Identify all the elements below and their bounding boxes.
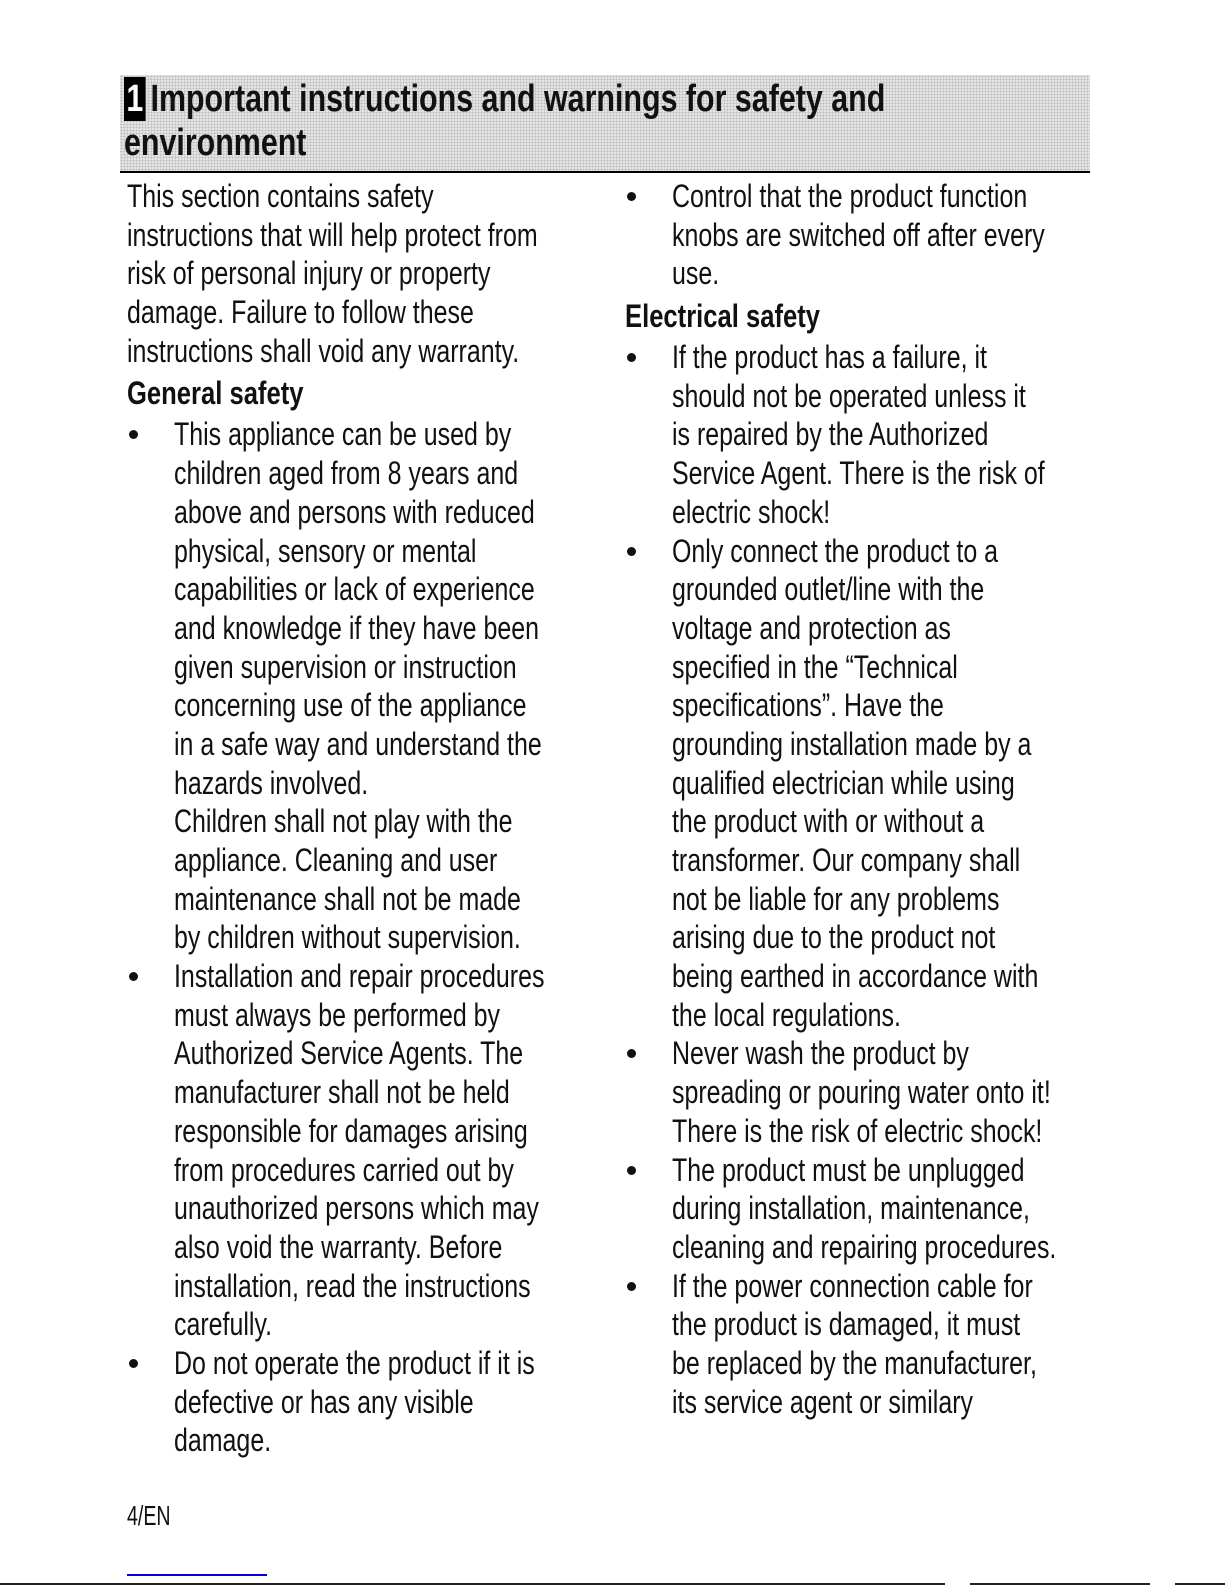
text-line (174, 764, 597, 803)
page-number: 4/EN (127, 1500, 171, 1531)
line-text: Only connect the product to a (672, 532, 999, 569)
line-text: from procedures carried out by (174, 1151, 514, 1188)
text-line (672, 609, 1095, 648)
text-line (672, 996, 1095, 1035)
text-line (672, 1151, 1095, 1190)
text-line (174, 1034, 597, 1073)
text-line (127, 293, 597, 332)
line-text: Authorized Service Agents. The (174, 1035, 524, 1072)
text-line (174, 415, 597, 454)
text-line (672, 1073, 1095, 1112)
line-text: Installation and repair procedures (174, 958, 545, 995)
text-line (672, 415, 1095, 454)
line-text: its service agent or similary (672, 1383, 973, 1420)
text-line (672, 338, 1095, 377)
text-line (672, 918, 1095, 957)
line-text: in a safe way and understand the (174, 725, 542, 762)
text-line (174, 1228, 597, 1267)
text-line (672, 686, 1095, 725)
text-line (174, 918, 597, 957)
section-heading (127, 372, 597, 415)
text-line (672, 216, 1095, 255)
line-text: concerning use of the appliance (174, 687, 527, 724)
text-line (174, 609, 597, 648)
line-text: Service Agent. There is the risk of (672, 455, 1045, 492)
title-line-1: Important instructions and warnings for safety and (150, 78, 886, 120)
line-text: cleaning and repairing procedures. (672, 1228, 1057, 1265)
text-line (672, 802, 1095, 841)
line-text: transformer. Our company shall (672, 842, 1021, 878)
text-line (174, 1344, 597, 1383)
line-text: unauthorized persons which may (174, 1190, 539, 1227)
text-line (174, 1073, 597, 1112)
text-line (174, 802, 597, 841)
bullet-item (625, 1267, 1095, 1422)
text-line (174, 532, 597, 571)
text-line (174, 725, 597, 764)
line-text: damage. (174, 1422, 272, 1459)
text-line (174, 1112, 597, 1151)
line-text: If the product has a failure, it (672, 339, 987, 376)
line-text: hazards involved. (174, 764, 369, 801)
bullet-item (625, 1151, 1095, 1267)
text-line (174, 1151, 597, 1190)
right-column (625, 177, 1095, 1421)
section-heading (625, 295, 1095, 338)
line-text: during installation, maintenance, (672, 1190, 1030, 1227)
text-line (672, 1267, 1095, 1306)
line-text: be replaced by the manufacturer, (672, 1344, 1037, 1381)
line-text: knobs are switched off after every (672, 216, 1045, 253)
line-text: is repaired by the Authorized (672, 416, 989, 453)
line-text: and knowledge if they have been (174, 609, 539, 646)
line-text: manufacturer shall not be held (174, 1074, 510, 1111)
text-line (174, 1267, 597, 1306)
text-line (672, 493, 1095, 532)
line-text: qualified electrician while using (672, 764, 1015, 801)
text-line (672, 454, 1095, 493)
bullet-icon (129, 1359, 138, 1368)
heading-text: General safety (127, 375, 304, 412)
text-line (174, 686, 597, 725)
text-line (174, 1305, 597, 1344)
line-text: This appliance can be used by (174, 416, 512, 453)
text-line (174, 493, 597, 532)
line-text: If the power connection cable for (672, 1267, 1033, 1304)
text-line (672, 957, 1095, 996)
text-line (127, 177, 597, 216)
line-text: arising due to the product not (672, 919, 996, 956)
text-line (672, 177, 1095, 216)
bullet-icon (627, 192, 636, 201)
line-text: the local regulations. (672, 996, 901, 1033)
text-line (672, 1034, 1095, 1073)
line-text: grounding installation made by a (672, 725, 1032, 762)
bullet-icon (129, 430, 138, 439)
line-text: Never wash the product by (672, 1035, 969, 1072)
text-line (672, 1189, 1095, 1228)
line-text: also void the warranty. Before (174, 1228, 503, 1265)
bullet-icon (627, 1166, 636, 1175)
text-line (672, 1383, 1095, 1422)
text-line (174, 1189, 597, 1228)
line-text: specified in the “Technical (672, 648, 958, 685)
text-line (127, 216, 597, 255)
text-line (672, 1344, 1095, 1383)
line-text: defective or has any visible (174, 1383, 474, 1420)
line-text: should not be operated unless it (672, 377, 1026, 414)
text-line (174, 1383, 597, 1422)
text-line (127, 332, 597, 371)
heading-text: Electrical safety (625, 298, 820, 335)
text-line (127, 254, 597, 293)
bullet-item (625, 1034, 1095, 1150)
text-line (174, 454, 597, 493)
bullet-item (127, 415, 597, 957)
text-line (672, 1112, 1095, 1151)
text-line (672, 254, 1095, 293)
line-text: not be liable for any problems (672, 880, 1000, 917)
left-column (127, 177, 597, 1460)
bullet-icon (129, 972, 138, 981)
section-number: 1 (124, 77, 146, 121)
line-text: children aged from 8 years and (174, 455, 519, 492)
line-text: Control that the product function (672, 178, 1028, 214)
text-line (174, 996, 597, 1035)
text-line (672, 1228, 1095, 1267)
line-text: grounded outlet/line with the (672, 571, 985, 608)
text-line (672, 841, 1095, 880)
line-text: instructions shall void any warranty. (127, 332, 520, 369)
section-header (120, 75, 1090, 173)
line-text: spreading or pouring water onto it! (672, 1074, 1051, 1111)
line-text: Children shall not play with the (174, 803, 513, 840)
text-line (672, 532, 1095, 571)
line-text: specifications”. Have the (672, 687, 944, 724)
text-line (174, 841, 597, 880)
bullet-icon (627, 353, 636, 362)
bullet-item (625, 177, 1095, 293)
title-line-2: environment (124, 122, 307, 164)
text-line (174, 957, 597, 996)
text-line (672, 648, 1095, 687)
link-underline (127, 1574, 267, 1576)
line-text: responsible for damages arising (174, 1112, 528, 1149)
line-text: above and persons with reduced (174, 493, 535, 530)
line-text: installation, read the instructions (174, 1267, 531, 1304)
text-line (174, 1421, 597, 1460)
text-line (672, 764, 1095, 803)
line-text: risk of personal injury or property (127, 255, 491, 292)
text-line (672, 725, 1095, 764)
text-line (174, 570, 597, 609)
line-text: This section contains safety (127, 178, 434, 214)
line-text: capabilities or lack of experience (174, 571, 535, 608)
line-text: by children without supervision. (174, 919, 521, 956)
bullet-icon (627, 1049, 636, 1058)
line-text: damage. Failure to follow these (127, 294, 474, 331)
line-text: physical, sensory or mental (174, 532, 477, 569)
line-text: must always be performed by (174, 996, 501, 1033)
bullet-item (127, 1344, 597, 1460)
line-text: appliance. Cleaning and user (174, 842, 498, 878)
line-text: given supervision or instruction (174, 648, 517, 685)
line-text: being earthed in accordance with (672, 958, 1039, 995)
bullet-icon (627, 547, 636, 556)
line-text: carefully. (174, 1306, 273, 1343)
line-text: the product is damaged, it must (672, 1306, 1021, 1343)
text-line (672, 377, 1095, 416)
line-text: instructions that will help protect from (127, 216, 538, 253)
line-text: There is the risk of electric shock! (672, 1112, 1043, 1149)
section-title (124, 77, 885, 165)
line-text: use. (672, 255, 720, 292)
line-text: Do not operate the product if it is (174, 1344, 535, 1381)
bullet-icon (627, 1282, 636, 1291)
bullet-item (625, 532, 1095, 1035)
text-line (672, 570, 1095, 609)
text-line (174, 880, 597, 919)
line-text: voltage and protection as (672, 609, 951, 646)
text-line (174, 648, 597, 687)
bullet-item (625, 338, 1095, 531)
text-line (672, 1305, 1095, 1344)
line-text: The product must be unplugged (672, 1151, 1025, 1188)
line-text: maintenance shall not be made (174, 880, 521, 917)
bullet-item (127, 957, 597, 1344)
line-text: electric shock! (672, 493, 831, 530)
line-text: the product with or without a (672, 803, 985, 840)
text-line (672, 880, 1095, 919)
